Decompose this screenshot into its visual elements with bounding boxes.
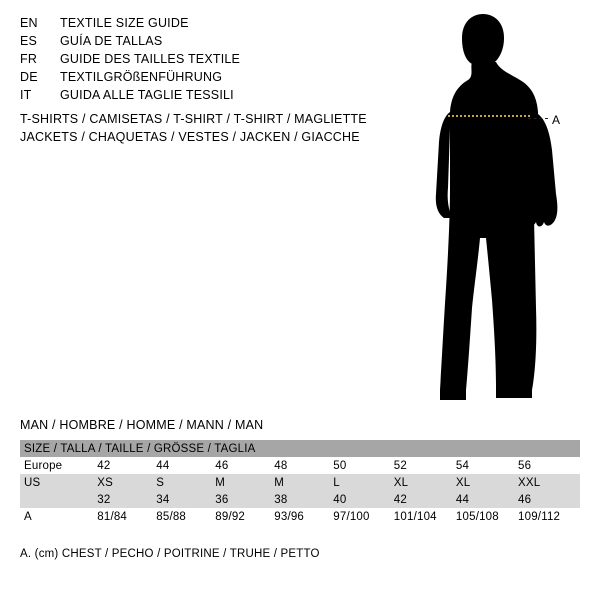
category-tshirts: T-SHIRTS / CAMISETAS / T-SHIRT / T-SHIRT / MAGLIETTE xyxy=(20,112,367,126)
cell-value: 42 xyxy=(97,457,156,474)
cell-value: XXL xyxy=(518,474,580,491)
language-code: FR xyxy=(20,52,38,66)
cell-value: 38 xyxy=(274,491,333,508)
man-silhouette-icon xyxy=(400,8,590,408)
language-row xyxy=(20,70,350,88)
language-code: IT xyxy=(20,88,32,102)
cell-value: 54 xyxy=(456,457,518,474)
table-row xyxy=(20,474,580,491)
table-header-row xyxy=(20,440,580,457)
category-list xyxy=(20,110,380,146)
language-code: ES xyxy=(20,34,38,48)
measurement-footnote: A. (cm) CHEST / PECHO / POITRINE / TRUHE / PETTO xyxy=(20,548,320,560)
language-row xyxy=(20,34,350,52)
cell-value: 44 xyxy=(156,457,215,474)
body-silhouette-illustration xyxy=(400,8,590,408)
language-row xyxy=(20,16,350,34)
cell-value: 105/108 xyxy=(456,508,518,525)
cell-value: 50 xyxy=(333,457,394,474)
cell-value: 81/84 xyxy=(97,508,156,525)
language-code: DE xyxy=(20,70,38,84)
cell-value: L xyxy=(333,474,394,491)
cell-value: 85/88 xyxy=(156,508,215,525)
language-text: TEXTILGRÖßENFÜHRUNG xyxy=(60,70,223,84)
cell-value: 48 xyxy=(274,457,333,474)
chest-measure-line xyxy=(448,115,530,122)
table-header-label: SIZE / TALLA / TAILLE / GRÖSSE / TAGLIA xyxy=(20,440,580,457)
cell-value: 56 xyxy=(518,457,580,474)
language-row xyxy=(20,52,350,70)
row-label xyxy=(20,491,97,508)
cell-value: 44 xyxy=(456,491,518,508)
cell-value: 42 xyxy=(394,491,456,508)
table-row xyxy=(20,457,580,474)
cell-value: XS xyxy=(97,474,156,491)
size-table xyxy=(20,440,580,525)
cell-value: 89/92 xyxy=(215,508,274,525)
cell-value: 97/100 xyxy=(333,508,394,525)
language-text: GUÍA DE TALLAS xyxy=(60,34,163,48)
row-label: US xyxy=(20,474,97,491)
cell-value: 52 xyxy=(394,457,456,474)
language-list xyxy=(20,16,350,106)
table-row xyxy=(20,508,580,525)
cell-value: M xyxy=(215,474,274,491)
table-group-title: MAN / HOMBRE / HOMME / MANN / MAN xyxy=(20,418,264,432)
category-jackets: JACKETS / CHAQUETAS / VESTES / JACKEN / GIACCHE xyxy=(20,130,360,144)
cell-value: 46 xyxy=(215,457,274,474)
language-text: GUIDE DES TAILLES TEXTILE xyxy=(60,52,241,66)
cell-value: XL xyxy=(456,474,518,491)
cell-value: 40 xyxy=(333,491,394,508)
language-text: GUIDA ALLE TAGLIE TESSILI xyxy=(60,88,234,102)
language-code: EN xyxy=(20,16,38,30)
cell-value: 32 xyxy=(97,491,156,508)
measure-leader-line xyxy=(528,118,548,119)
cell-value: 93/96 xyxy=(274,508,333,525)
cell-value: XL xyxy=(394,474,456,491)
language-row xyxy=(20,88,350,106)
measure-label-a: A xyxy=(552,113,561,127)
row-label: A xyxy=(20,508,97,525)
cell-value: 36 xyxy=(215,491,274,508)
language-text: TEXTILE SIZE GUIDE xyxy=(60,16,189,30)
cell-value: S xyxy=(156,474,215,491)
cell-value: 46 xyxy=(518,491,580,508)
row-label: Europe xyxy=(20,457,97,474)
cell-value: M xyxy=(274,474,333,491)
table-row xyxy=(20,491,580,508)
cell-value: 34 xyxy=(156,491,215,508)
cell-value: 101/104 xyxy=(394,508,456,525)
cell-value: 109/112 xyxy=(518,508,580,525)
